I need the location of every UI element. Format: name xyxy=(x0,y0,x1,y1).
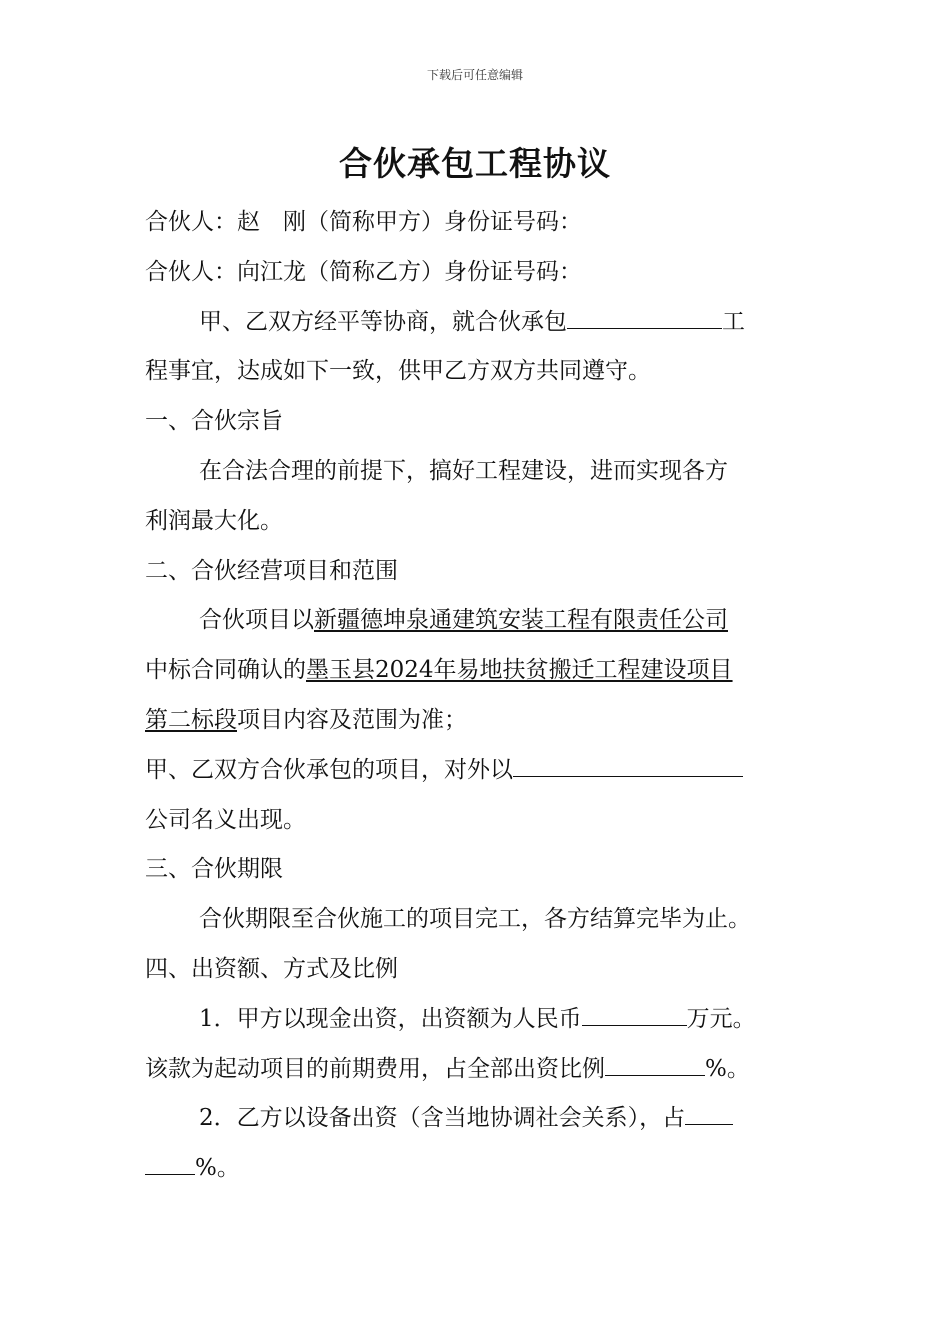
section1-text-1: 在合法合理的前提下，搞好工程建设，进而实现各方 xyxy=(199,457,728,484)
ratio-blank-a xyxy=(605,1049,705,1076)
item1-line2-prefix: 该款为起动项目的前期费用，占全部出资比例 xyxy=(145,1055,605,1082)
document-title: 合伙承包工程协议 xyxy=(339,144,611,183)
section4-item-2 xyxy=(145,1094,810,1144)
project-section: 第二标段 xyxy=(145,706,237,733)
header-note: 下载后可任意编辑 xyxy=(426,68,523,82)
section-heading-3: 三、合伙期限 xyxy=(145,856,283,883)
intro-text-end: 工 xyxy=(722,308,745,335)
section2-prefix-2: 中标合同确认的 xyxy=(145,657,306,684)
section3-text: 合伙期限至合伙施工的项目完工，各方结算完毕为止。 xyxy=(199,906,751,933)
section2-line-3 xyxy=(145,696,810,746)
company-name-blank xyxy=(513,750,743,777)
partner-b-line: 合伙人：向江龙（简称乙方）身份证号码： xyxy=(145,258,582,285)
section2-line-1 xyxy=(145,596,810,646)
item1-line2-suffix: %。 xyxy=(705,1055,750,1082)
section2-suffix: 项目内容及范围为准； xyxy=(237,706,467,733)
ratio-blank-b-part1 xyxy=(685,1098,733,1125)
ratio-blank-b-part2 xyxy=(145,1148,195,1175)
document-body xyxy=(145,198,810,1194)
project-name: 墨玉县2024年易地扶贫搬迁工程建设项目 xyxy=(306,657,733,684)
intro-line-1 xyxy=(145,298,810,348)
section-heading-4: 四、出资额、方式及比例 xyxy=(145,955,398,982)
section2-prefix-4: 甲、乙双方合伙承包的项目，对外以 xyxy=(145,756,513,783)
intro-line-2: 程事宜，达成如下一致，供甲乙方双方共同遵守。 xyxy=(145,358,651,385)
item2-suffix: %。 xyxy=(195,1155,240,1182)
item1-prefix: 1．甲方以现金出资，出资额为人民币 xyxy=(199,1005,582,1032)
amount-blank xyxy=(582,999,687,1026)
section2-line-2 xyxy=(145,646,810,696)
section2-prefix: 合伙项目以 xyxy=(199,607,314,634)
section2-line-5: 公司名义出现。 xyxy=(145,806,306,833)
section2-line-4 xyxy=(145,746,810,796)
partner-a-line: 合伙人：赵 刚（简称甲方）身份证号码： xyxy=(145,209,582,235)
section1-text-2: 利润最大化。 xyxy=(145,507,283,534)
section4-item-1-line-2 xyxy=(145,1045,810,1095)
item2-prefix: 2．乙方以设备出资（含当地协调社会关系），占 xyxy=(199,1105,686,1132)
section-heading-2: 二、合伙经营项目和范围 xyxy=(145,557,398,584)
section4-item-1 xyxy=(145,995,810,1045)
intro-text: 甲、乙双方经平等协商，就合伙承包 xyxy=(199,308,567,335)
project-name-blank xyxy=(567,302,722,329)
company-name: 新疆德坤泉通建筑安装工程有限责任公司 xyxy=(314,607,728,634)
section4-item-2-line-2 xyxy=(145,1144,810,1194)
section-heading-1: 一、合伙宗旨 xyxy=(145,408,283,435)
item1-suffix: 万元。 xyxy=(686,1005,756,1032)
